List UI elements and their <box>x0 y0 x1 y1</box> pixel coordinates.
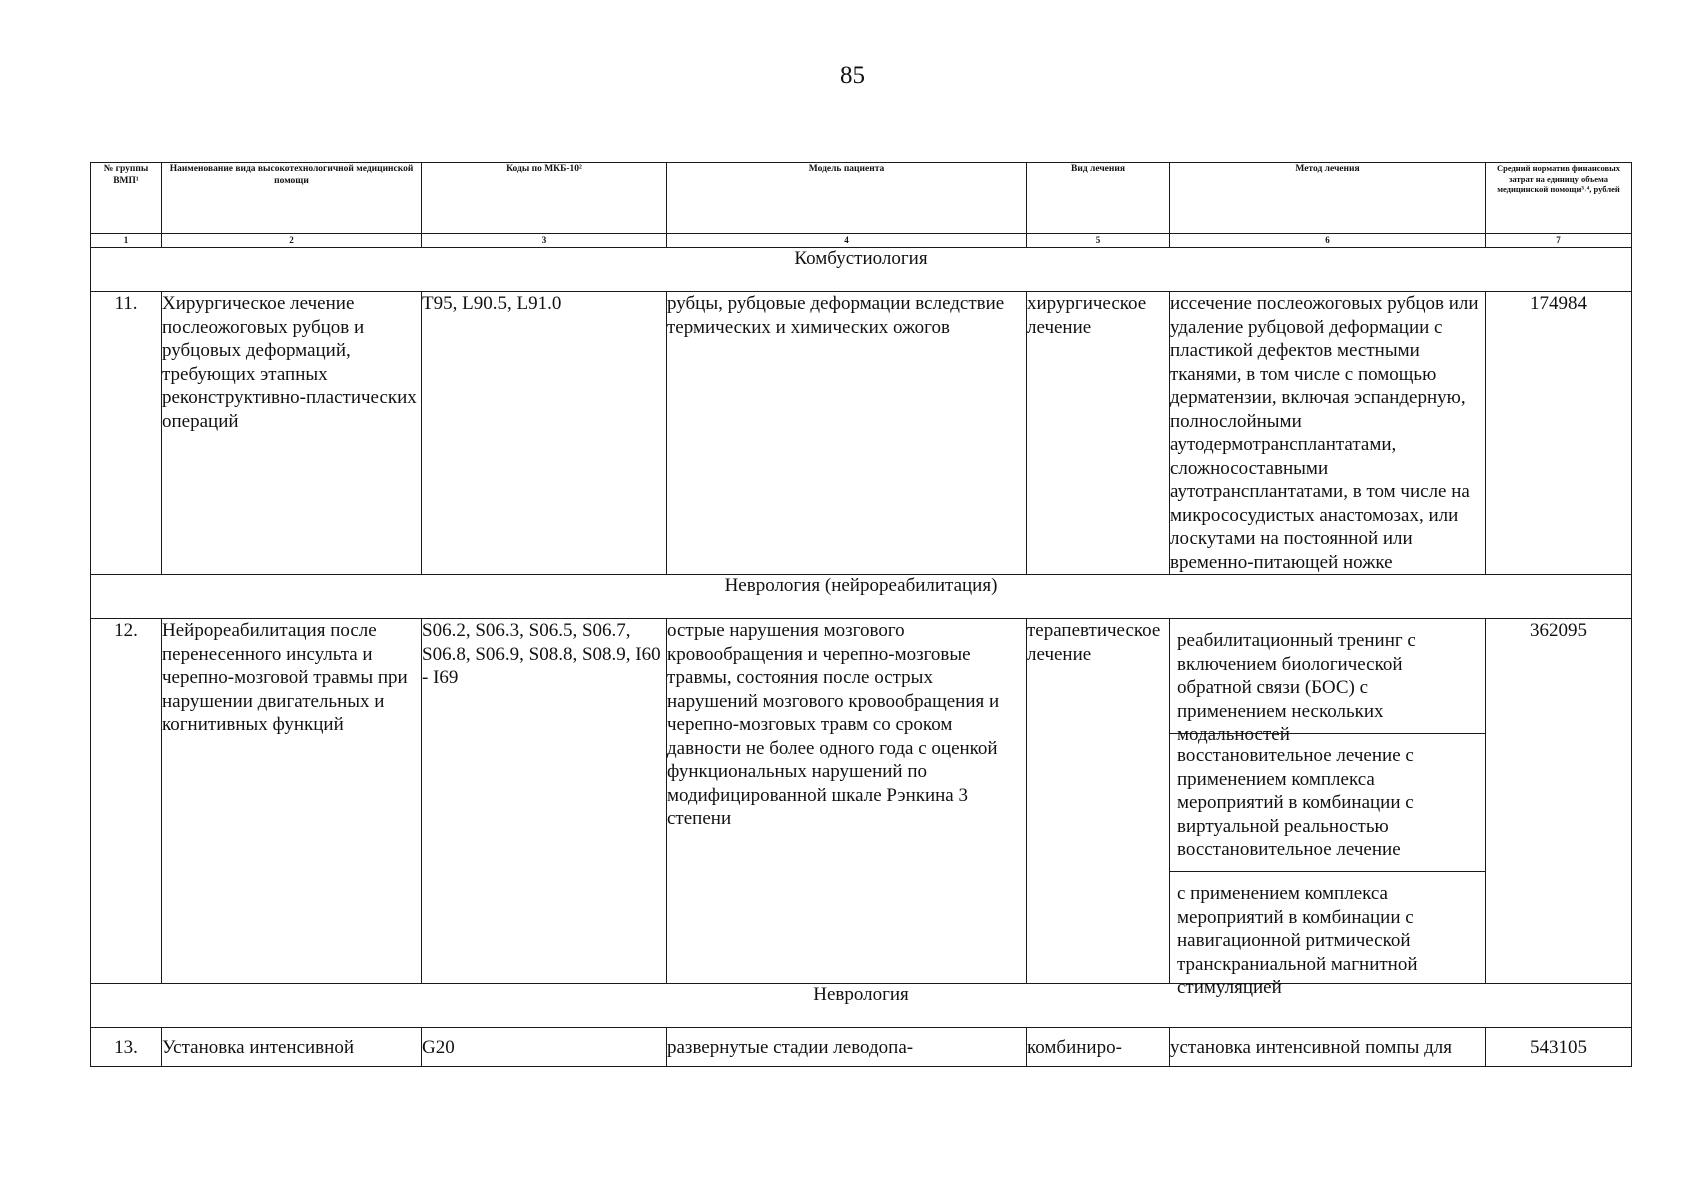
group-number: 12. <box>91 619 162 984</box>
vmp-table <box>90 162 1632 1067</box>
treatment-method: установка интенсивной помпы для <box>1170 1028 1486 1067</box>
header-row <box>91 163 1632 234</box>
header-patient-model: Модель пациента <box>667 163 1027 234</box>
treatment-type: хирургическое лечение <box>1027 292 1170 575</box>
icd-codes: S06.2, S06.3, S06.5, S06.7, S06.8, S06.9, S08.8, S08.9, I60 - I69 <box>422 619 667 984</box>
table-row <box>91 292 1632 575</box>
section-neurology: Неврология <box>91 984 1632 1028</box>
header-care-name: Наименование вида высокотехнологичной медицинской помощи <box>162 163 422 234</box>
treatment-type: терапевтическое лечение <box>1027 619 1170 984</box>
section-neuro-rehabilitation: Неврология (нейрореабилитация) <box>91 575 1632 619</box>
column-number: 1 <box>91 234 162 248</box>
column-number: 4 <box>667 234 1027 248</box>
header-group-number: № группы ВМП¹ <box>91 163 162 234</box>
treatment-method: восстановительное лечение с применением комплекса мероприятий в комбинации с виртуальной реальностью восстановительное лечение <box>1170 733 1485 871</box>
section-combustiology: Комбустиология <box>91 248 1632 292</box>
care-name: Нейрореабилитация после перенесенного инсульта и черепно-мозговой травмы при нарушении двигательных и когнитивных функций <box>162 619 422 984</box>
page-number: 85 <box>840 62 865 89</box>
section-row <box>91 984 1632 1028</box>
patient-model: острые нарушения мозгового кровообращения и черепно-мозговые травмы, состояния после острых нарушений мозгового кровообращения и черепно-мозговых травм со сроком давности не более одного года с оценкой функциональных нарушений по модифицированной шкале Рэнкина 3 степени <box>667 619 1027 984</box>
cost-standard: 174984 <box>1486 292 1632 575</box>
column-number: 5 <box>1027 234 1170 248</box>
icd-codes: T95, L90.5, L91.0 <box>422 292 667 575</box>
header-treatment-method: Метод лечения <box>1170 163 1486 234</box>
patient-model: рубцы, рубцовые деформации вследствие термических и химических ожогов <box>667 292 1027 575</box>
column-number-row <box>91 234 1632 248</box>
column-number: 7 <box>1486 234 1632 248</box>
table-row <box>91 1028 1632 1067</box>
column-number: 3 <box>422 234 667 248</box>
header-treatment-type: Вид лечения <box>1027 163 1170 234</box>
cost-standard: 362095 <box>1486 619 1632 984</box>
treatment-type: комбиниро- <box>1027 1028 1170 1067</box>
group-number: 11. <box>91 292 162 575</box>
column-number: 2 <box>162 234 422 248</box>
care-name: Хирургическое лечение послеожоговых рубцов и рубцовых деформаций, требующих этапных реконструктивно-пластических операций <box>162 292 422 575</box>
treatment-method: иссечение послеожоговых рубцов или удаление рубцовой деформации с пластикой дефектов местными тканями, в том числе с помощью дерматензии, включая эспандерную, полнослойными аутодермотрансплантатами, сложносоставными аутотрансплантатами, в том числе на микрососудистых анастомозах, или лоскутами на постоянной или временно-питающей ножке <box>1170 292 1486 575</box>
icd-codes: G20 <box>422 1028 667 1067</box>
section-row <box>91 575 1632 619</box>
care-name: Установка интенсивной <box>162 1028 422 1067</box>
section-row <box>91 248 1632 292</box>
table-row <box>91 619 1632 984</box>
cost-standard: 543105 <box>1486 1028 1632 1067</box>
header-cost-standard: Средний норматив финансовых затрат на единицу объема медицинской помощи³˒⁴, рублей <box>1486 163 1632 234</box>
treatment-method: с применением комплекса мероприятий в комбинации с навигационной ритмической транскраниальной магнитной стимуляцией <box>1170 871 1485 983</box>
column-number: 6 <box>1170 234 1486 248</box>
treatment-method-group <box>1170 619 1486 998</box>
treatment-method: реабилитационный тренинг с включением биологической обратной связи (БОС) с применением нескольких модальностей <box>1177 630 1416 745</box>
group-number: 13. <box>91 1028 162 1067</box>
header-icd-codes: Коды по МКБ-10² <box>422 163 667 234</box>
patient-model: развернутые стадии леводопа- <box>667 1028 1027 1067</box>
